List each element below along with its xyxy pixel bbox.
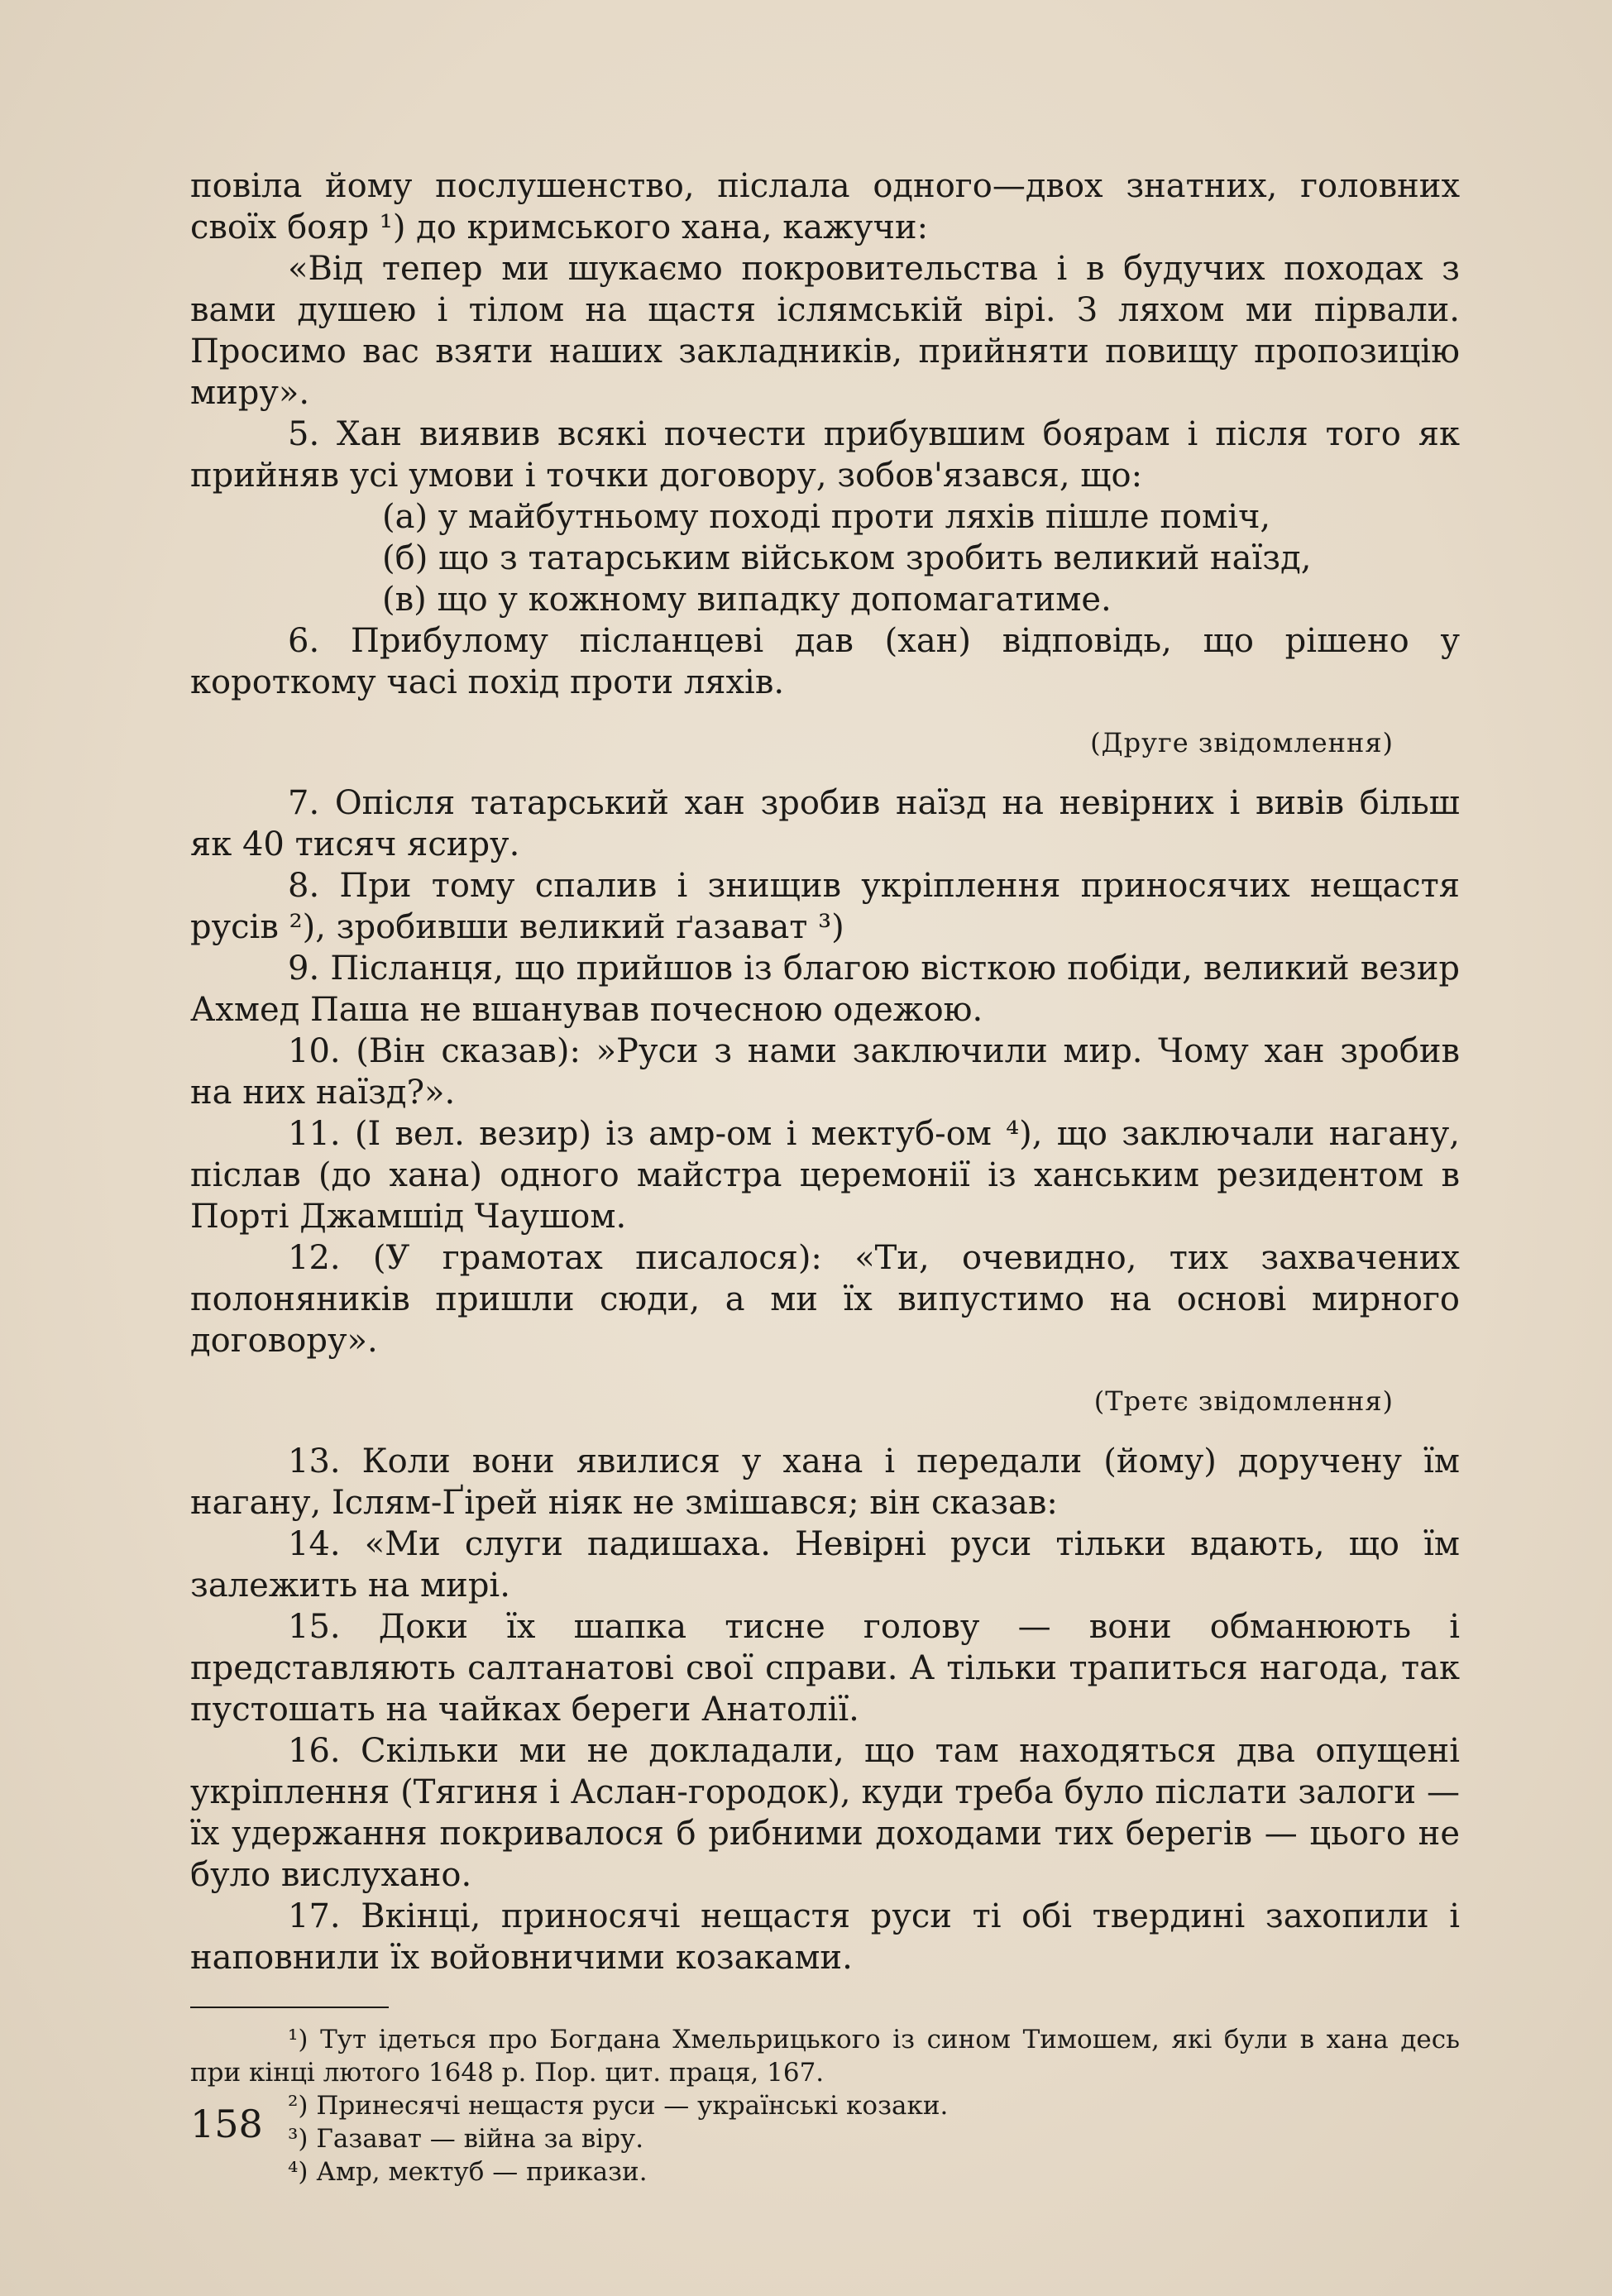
footnote-4: ⁴) Амр, мектуб — прикази. — [288, 2157, 648, 2187]
paragraph-9: 9. Післанця, що прийшов із благою вісткою побіди, великий везир Ахмед Паша не вшанував почесною одежою. — [190, 949, 1460, 1029]
paragraph-6: 6. Прибулому післанцеві дав (хан) відповідь, що рішено у короткому часі похід проти ляхів. — [190, 622, 1460, 701]
paragraph-12: 12. (У грамотах писалося): «Ти, очевидно, тих захвачених полоняників пришли сюди, а ми їх випустимо на основі мирного договору». — [190, 1239, 1460, 1360]
footnote-2: ²) Принесячі нещастя руси — українські козаки. — [288, 2091, 949, 2121]
footnote-1: ¹) Тут ідеться про Богдана Хмельрицького із сином Тимошем, які були в хана десь при кінці лютого 1648 р. Пор. цит. праця, 167. — [190, 2025, 1460, 2088]
paragraph-8: 8. При тому спалив і знищив укріплення приносячих нещастя русів ²), зробивши великий ґазават ³) — [190, 867, 1460, 946]
paragraph-13: 13. Коли вони явилися у хана і передали (йому) доручену їм нагану, Іслям-Ґірей ніяк не змішався; він сказав: — [190, 1442, 1460, 1522]
paragraph-7: 7. Опісля татарський хан зробив наїзд на невірних і вивів більш як 40 тисяч ясиру. — [190, 784, 1460, 863]
footnote-divider — [190, 2007, 389, 2008]
paragraph-14: 14. «Ми слуги падишаха. Невірні руси тільки вдають, що їм залежить на мирі. — [190, 1525, 1460, 1605]
paragraph-15: 15. Доки їх шапка тисне голову — вони обманюють і представляють салтанатові свої справи. А тільки трапиться нагода, так пустошать на чайках береги Анатолії. — [190, 1608, 1460, 1729]
section-heading-second: (Друге звідомлення) — [1090, 727, 1394, 758]
paragraph-16: 16. Скільки ми не докладали, що там находяться два опущені укріплення (Тягиня і Аслан-городок), куди треба було післати залоги — їх удержання покривалося б рибними доходами тих берегів — цього не було вислухано. — [190, 1732, 1460, 1894]
main-text — [190, 165, 1460, 2188]
paragraph-continuation: повіла йому послушенство, післала одного—двох знатних, головних своїх бояр ¹) до кримського хана, кажучи: — [190, 167, 1460, 246]
footnotes — [190, 2023, 1460, 2188]
condition-a: (а) у майбутньому поході проти ляхів пішле поміч, — [382, 498, 1271, 536]
paragraph-11: 11. (І вел. везир) із амр-ом і мектуб-ом ⁴), що заключали нагану, післав (до хана) одного майстра церемонії із ханським резидентом в Порті Джамшід Чаушом. — [190, 1115, 1460, 1236]
condition-c: (в) що у кожному випадку допомагатиме. — [382, 581, 1112, 619]
section-heading-third: (Третє звідомлення) — [1093, 1385, 1394, 1417]
paragraph-17: 17. Вкінці, приносячі нещастя руси ті обі твердині захопили і наповнили їх войовничими козаками. — [190, 1897, 1460, 1977]
paragraph-10: 10. (Він сказав): »Руси з нами заключили мир. Чому хан зробив на них наїзд?». — [190, 1032, 1460, 1112]
condition-b: (б) що з татарським військом зробить великий наїзд, — [382, 539, 1312, 577]
paragraph-quote: «Від тепер ми шукаємо покровительства і в будучих походах з вами душею і тілом на щастя іслямській вірі. З ляхом ми пірвали. Просимо вас взяти наших закладників, прийняти повищу пропозицію миру». — [190, 250, 1460, 412]
footnote-3: ³) Газават — війна за віру. — [288, 2124, 644, 2154]
paragraph-5: 5. Хан виявив всякі почести прибувшим боярам і після того як прийняв усі умови і точки договору, зобов'язався, що: — [190, 415, 1460, 495]
page-number: 158 — [190, 2102, 263, 2146]
